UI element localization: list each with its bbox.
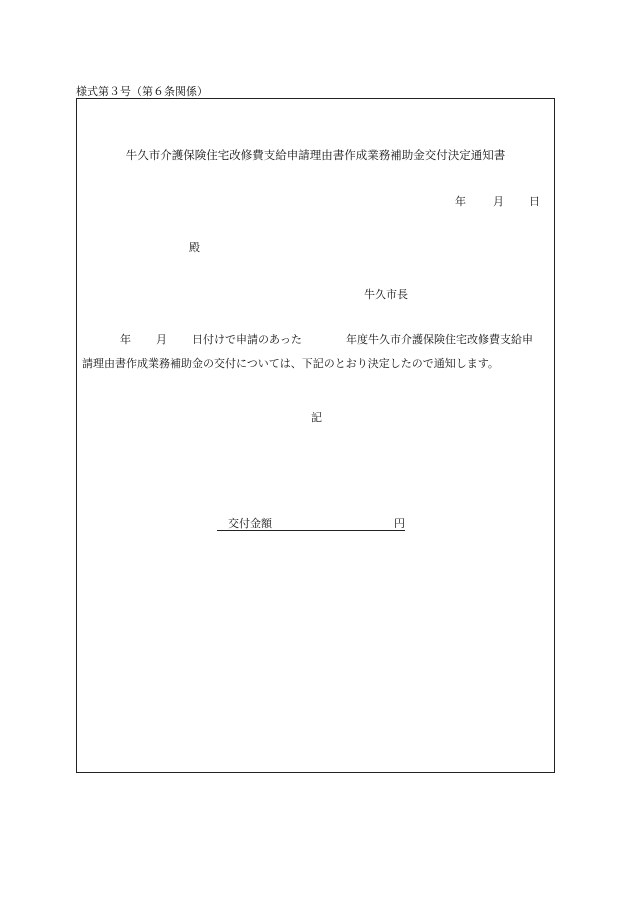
body-fiscal-year-text: 年度牛久市介護保険住宅改修費支給申 bbox=[346, 333, 533, 346]
date-year-label: 年 bbox=[455, 195, 466, 208]
ki-heading: 記 bbox=[311, 411, 322, 424]
body-line-2: 請理由書作成業務補助金の交付については、下記のとおり決定したので通知します。 bbox=[82, 357, 499, 370]
body-year-label: 年 bbox=[120, 333, 131, 346]
grant-amount-line bbox=[217, 515, 405, 531]
body-applied-text: 日付けで申請のあった bbox=[192, 333, 302, 346]
date-month-label: 月 bbox=[493, 195, 504, 208]
recipient-suffix: 殿 bbox=[189, 241, 200, 254]
body-month-label: 月 bbox=[156, 333, 167, 346]
grant-amount-label: 交付金額 bbox=[228, 517, 272, 530]
form-number: 様式第３号（第６条関係） bbox=[76, 85, 208, 98]
document-title: 牛久市介護保険住宅改修費支給申請理由書作成業務補助金交付決定通知書 bbox=[125, 148, 506, 162]
sender-name: 牛久市長 bbox=[364, 288, 408, 301]
grant-amount-unit: 円 bbox=[394, 517, 405, 530]
notice-form-frame bbox=[76, 98, 555, 773]
date-day-label: 日 bbox=[529, 195, 540, 208]
